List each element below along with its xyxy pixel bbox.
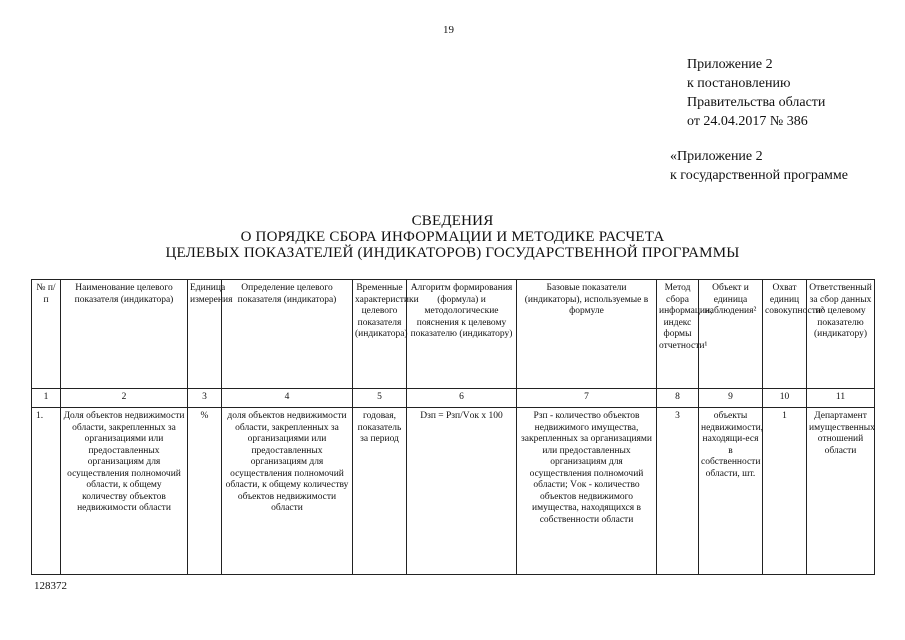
annex-line: Приложение 2 — [687, 57, 773, 72]
indicators-table — [31, 279, 875, 575]
annex-program-line: «Приложение 2 — [670, 149, 763, 164]
cell-object: объекты недвижимости, находящи-еся в собственности области, шт. — [699, 408, 763, 575]
column-number: 10 — [763, 389, 807, 408]
table-header-row — [32, 280, 875, 389]
table-row — [32, 408, 875, 575]
annex-line: к постановлению — [687, 76, 791, 91]
cell-method: 3 — [657, 408, 699, 575]
cell-base-indicators: Рзп - количество объектов недвижимого имущества, закрепленных за организациями или предоставленных организациям для осуществления полномочий области; Vок - количество объектов недвижимого имущества, находящихся в собственности области — [517, 408, 657, 575]
annex-line: Правительства области — [687, 95, 826, 110]
annex-program-header — [670, 147, 848, 185]
header-cell-number: № п/п — [32, 280, 61, 389]
column-number: 9 — [699, 389, 763, 408]
header-cell-object: Объект и единица наблюдения² — [699, 280, 763, 389]
column-number: 7 — [517, 389, 657, 408]
annex-program-line: к государственной программе — [670, 168, 848, 183]
column-number: 4 — [222, 389, 353, 408]
column-numbers-row — [32, 389, 875, 408]
document-code: 128372 — [34, 580, 67, 592]
column-number: 2 — [61, 389, 188, 408]
header-cell-method: Метод сбора информации, индекс формы отчетности¹ — [657, 280, 699, 389]
cell-definition: доля объектов недвижимости области, закрепленных за организациями или предоставленных организациям для осуществления полномочий области, к общему количеству объектов недвижимости области — [222, 408, 353, 575]
column-number: 11 — [807, 389, 875, 408]
title-line: О ПОРЯДКЕ СБОРА ИНФОРМАЦИИ И МЕТОДИКЕ РАСЧЕТА — [240, 229, 665, 245]
document-title — [0, 213, 905, 261]
column-number: 1 — [32, 389, 61, 408]
column-number: 5 — [353, 389, 407, 408]
annex-header — [687, 55, 825, 131]
header-cell-responsible: Ответственный за сбор данных по целевому показателю (индикатору) — [807, 280, 875, 389]
column-number: 6 — [407, 389, 517, 408]
header-cell-coverage: Охват единиц совокупности³ — [763, 280, 807, 389]
cell-unit: % — [188, 408, 222, 575]
header-cell-time: Временные характеристики целевого показателя (индикатора) — [353, 280, 407, 389]
cell-row-number: 1. — [32, 408, 61, 575]
annex-line: от 24.04.2017 № 386 — [687, 114, 808, 129]
title-line: ЦЕЛЕВЫХ ПОКАЗАТЕЛЕЙ (ИНДИКАТОРОВ) ГОСУДАРСТВЕННОЙ ПРОГРАММЫ — [165, 245, 740, 261]
cell-time: годовая, показатель за период — [353, 408, 407, 575]
cell-indicator-name: Доля объектов недвижимости области, закрепленных за организациями или предоставленных организациям для осуществления полномочий области, к общему количеству объектов недвижимости области — [61, 408, 188, 575]
header-cell-name: Наименование целевого показателя (индикатора) — [61, 280, 188, 389]
page-number: 19 — [443, 24, 454, 36]
header-cell-unit: Единица измерения — [188, 280, 222, 389]
cell-algorithm: Dзп = Рзп/Vок х 100 — [407, 408, 517, 575]
column-number: 8 — [657, 389, 699, 408]
title-line: СВЕДЕНИЯ — [411, 213, 494, 229]
header-cell-base-indicators: Базовые показатели (индикаторы), используемые в формуле — [517, 280, 657, 389]
column-number: 3 — [188, 389, 222, 408]
cell-responsible: Департамент имущественных отношений области — [807, 408, 875, 575]
header-cell-definition: Определение целевого показателя (индикатора) — [222, 280, 353, 389]
header-cell-algorithm: Алгоритм формирования (формула) и методологические пояснения к целевому показателю (индикатору) — [407, 280, 517, 389]
cell-coverage: 1 — [763, 408, 807, 575]
